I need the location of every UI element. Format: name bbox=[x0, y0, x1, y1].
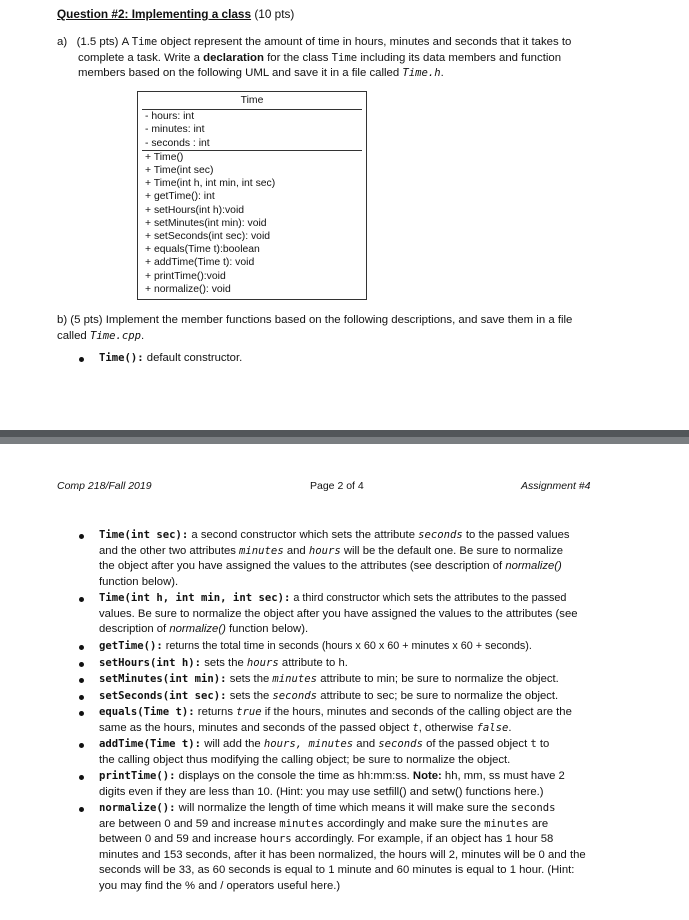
bullet-icon bbox=[79, 357, 84, 362]
list-item-normalize: normalize(): will normalize the length of time which means it will make sure the seconds are between 0 and 59 and increase minutes accordingly and make sure the minutes are between 0 and 59 and increase hours accordingly. For example, if an object has 1 hour 58 minutes and 153 seconds, after it has been normalized, the hours will 2, minutes will be 0 and the seconds will be 33, as 60 seconds is equal to 1 minute and 60 minutes is equal to 1 hour. (Hint: you may find the % and / operators useful here.) bbox=[99, 801, 607, 895]
list-item-add-time: addTime(Time t): will add the hours, minutes and seconds of the passed object t to the calling object thus modifying the calling object; be sure to normalize the object. bbox=[99, 737, 607, 768]
footer-course: Comp 218/Fall 2019 bbox=[57, 480, 152, 492]
list-item-set-seconds: setSeconds(int sec): sets the seconds attribute to sec; be sure to normalize the object. bbox=[99, 689, 607, 705]
uml-method: + setHours(int h):void bbox=[145, 204, 245, 216]
uml-attribute: - seconds : int bbox=[145, 137, 210, 149]
list-item-set-minutes: setMinutes(int min): sets the minutes attribute to min; be sure to normalize the object. bbox=[99, 672, 607, 688]
page-top bbox=[0, 0, 689, 428]
bullet-icon bbox=[79, 695, 84, 700]
bullet-icon bbox=[79, 534, 84, 539]
question-title: Question #2: Implementing a class (10 pts) bbox=[57, 7, 295, 21]
uml-method: + printTime():void bbox=[145, 270, 226, 282]
part-a-line-3: members based on the following UML and save it in a file called Time.h. bbox=[78, 67, 444, 79]
bullet-icon bbox=[79, 678, 84, 683]
part-b-paragraph bbox=[57, 313, 637, 344]
uml-class-name: Time bbox=[240, 95, 264, 106]
uml-attributes bbox=[142, 109, 362, 150]
bullet-icon bbox=[79, 597, 84, 602]
list-item-default-constructor: Time(): default constructor. bbox=[99, 351, 607, 367]
bullet-icon bbox=[79, 711, 84, 716]
list-item-get-time: getTime(): returns the total time in seconds (hours x 60 x 60 + minutes x 60 + seconds). bbox=[99, 639, 607, 655]
uml-attribute: - hours: int bbox=[145, 111, 195, 123]
footer-page-number: Page 2 of 4 bbox=[310, 480, 364, 492]
uml-method: + Time(int h, int min, int sec) bbox=[145, 178, 276, 190]
list-item-equals: equals(Time t): returns true if the hours, minutes and seconds of the calling object are the same as the hours, minutes and seconds of the passed object t, otherwise false. bbox=[99, 705, 607, 736]
uml-method: + normalize(): void bbox=[145, 283, 231, 295]
list-item-time-h-min-sec: Time(int h, int min, int sec): a third constructor which sets the attributes to the passed values. Be sure to normalize the object after you have assigned the values to the attributes (see description of normalize() function below). bbox=[99, 591, 607, 638]
uml-method: + setSeconds(int sec): void bbox=[145, 231, 271, 243]
list-item-set-hours: setHours(int h): sets the hours attribute to h. bbox=[99, 656, 607, 672]
bullet-icon bbox=[79, 662, 84, 667]
list-item-print-time: printTime(): displays on the console the time as hh:mm:ss. Note: hh, mm, ss must have 2 digits even if they are less than 10. (Hint: you may use setfill() and setw() functions here.) bbox=[99, 769, 607, 800]
uml-attribute: - minutes: int bbox=[145, 124, 205, 136]
uml-method: + Time(int sec) bbox=[145, 165, 214, 177]
uml-method: + setMinutes(int min): void bbox=[145, 217, 267, 229]
uml-methods bbox=[142, 150, 362, 299]
part-a-line-2: complete a task. Write a declaration for the class Time including its data members and function bbox=[78, 51, 562, 64]
part-b-line-2: called Time.cpp. bbox=[57, 329, 145, 342]
list-item-time-sec: Time(int sec): a second constructor which sets the attribute seconds to the passed values and the other two attributes minutes and hours will be the default one. Be sure to normalize the object after you have assigned the values to the attributes (see description of normalize() function below). bbox=[99, 528, 607, 590]
footer-assignment: Assignment #4 bbox=[521, 480, 591, 492]
bullet-icon bbox=[79, 807, 84, 812]
bullet-icon bbox=[79, 645, 84, 650]
part-a-paragraph bbox=[57, 35, 617, 82]
part-a-line-1: a) (1.5 pts) A Time object represent the amount of time in hours, minutes and seconds that it takes to bbox=[57, 36, 572, 48]
bullet-icon bbox=[79, 775, 84, 780]
page-separator-shadow bbox=[0, 437, 689, 444]
uml-method: + equals(Time t):boolean bbox=[145, 244, 260, 256]
uml-method: + addTime(Time t): void bbox=[145, 257, 255, 269]
page-separator bbox=[0, 430, 689, 437]
uml-method: + getTime(): int bbox=[145, 191, 215, 203]
uml-method: + Time() bbox=[145, 151, 184, 163]
uml-class-diagram bbox=[137, 91, 367, 300]
part-b-line-1: b) (5 pts) Implement the member functions based on the following descriptions, and save them in a file bbox=[57, 314, 573, 326]
bullet-icon bbox=[79, 743, 84, 748]
